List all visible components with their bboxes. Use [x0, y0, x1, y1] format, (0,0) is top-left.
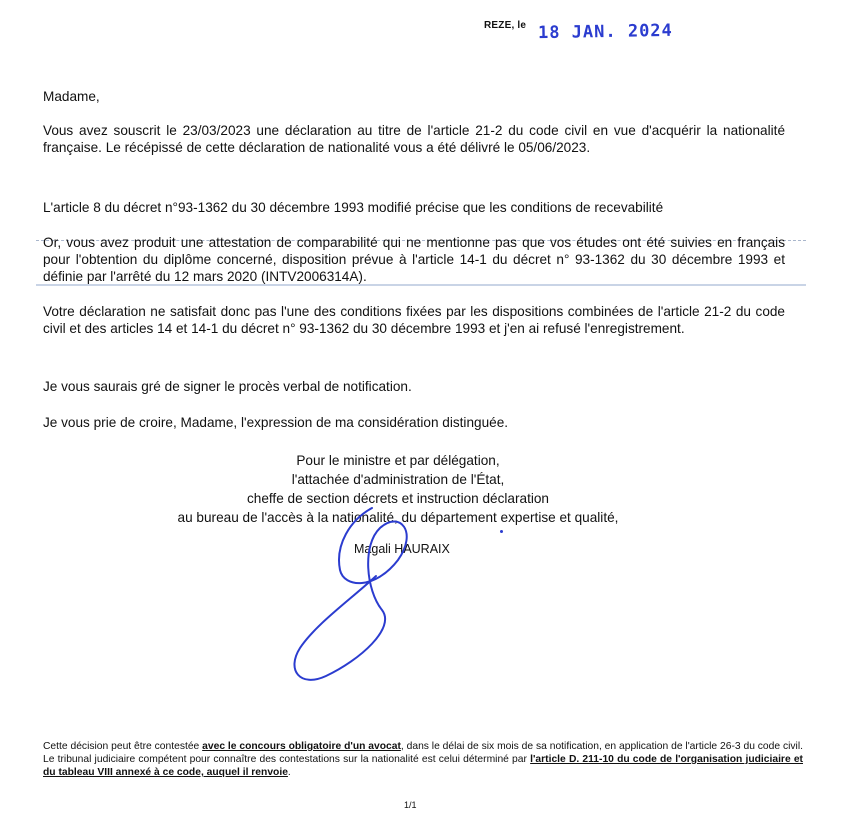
paragraph-sign-request: Je vous saurais gré de signer le procès verbal de notification. — [43, 379, 412, 394]
paragraph-closing: Je vous prie de croire, Madame, l'expression de ma considération distinguée. — [43, 415, 509, 430]
paragraph-declaration: Vous avez souscrit le 23/03/2023 une déclaration au titre de l'article 21-2 du code civil en vue d'acquérir la nationalité française. Le récépissé de cette déclaration de nationalité vous a été délivré le 05/06/2023. — [43, 123, 785, 155]
signature-line-2: l'attachée d'administration de l'État, — [291, 472, 505, 487]
signature-line-4: au bureau de l'accès à la nationalité, du département expertise et qualité, — [177, 510, 619, 525]
page-number: 1/1 — [404, 800, 417, 810]
legal-footer — [43, 740, 803, 779]
signature-line-3: cheffe de section décrets et instruction déclaration — [246, 491, 549, 506]
salutation: Madame, — [43, 89, 100, 104]
footer-article-reference: l'article D. 211-10 du code de l'organisation judiciaire et du tableau VIII annexé à ce code, auquel il renvoie — [43, 754, 803, 778]
footer-lawyer-requirement: avec le concours obligatoire d'un avocat — [202, 741, 401, 752]
footer-text-3: . — [287, 767, 291, 778]
footer-text-1: Cette décision peut être contestée — [43, 741, 203, 752]
paragraph-article-8: L'article 8 du décret n°93-1362 du 30 décembre 1993 modifié précise que les conditions de recevabilité — [43, 200, 664, 215]
handwritten-signature — [280, 500, 440, 690]
paragraph-attestation: Or, vous avez produit une attestation de comparabilité qui ne mentionne pas que vos études ont été suivies en français pour l'obtention du diplôme concerné, disposition prévue à l'article 14-1 du décret n° 93-1362 du 30 décembre 1993 et définie par l'arrêté du 12 mars 2020 (INTV2006314A). — [43, 235, 785, 284]
scan-grey-line — [36, 284, 806, 286]
place-date-label: REZE, le — [484, 20, 527, 31]
ink-dot — [500, 530, 503, 533]
signer-name: Magali HAURAIX — [354, 542, 450, 556]
date-stamp: 18 JAN. 2024 — [537, 20, 673, 44]
signature-line-1: Pour le ministre et par délégation, — [296, 453, 500, 468]
footer-text-2: , dans le délai de six mois de sa notification, en application de l'article 26-3 du code civil. Le tribunal judiciaire compétent pour connaître des contestations sur la nationalité est celui déterminé par — [43, 741, 803, 765]
paragraph-refusal: Votre déclaration ne satisfait donc pas l'une des conditions fixées par les dispositions combinées de l'article 21-2 du code civil et des articles 14 et 14-1 du décret n° 93-1362 du 30 décembre 1993 et j'en ai refusé l'enregistrement. — [43, 304, 785, 336]
